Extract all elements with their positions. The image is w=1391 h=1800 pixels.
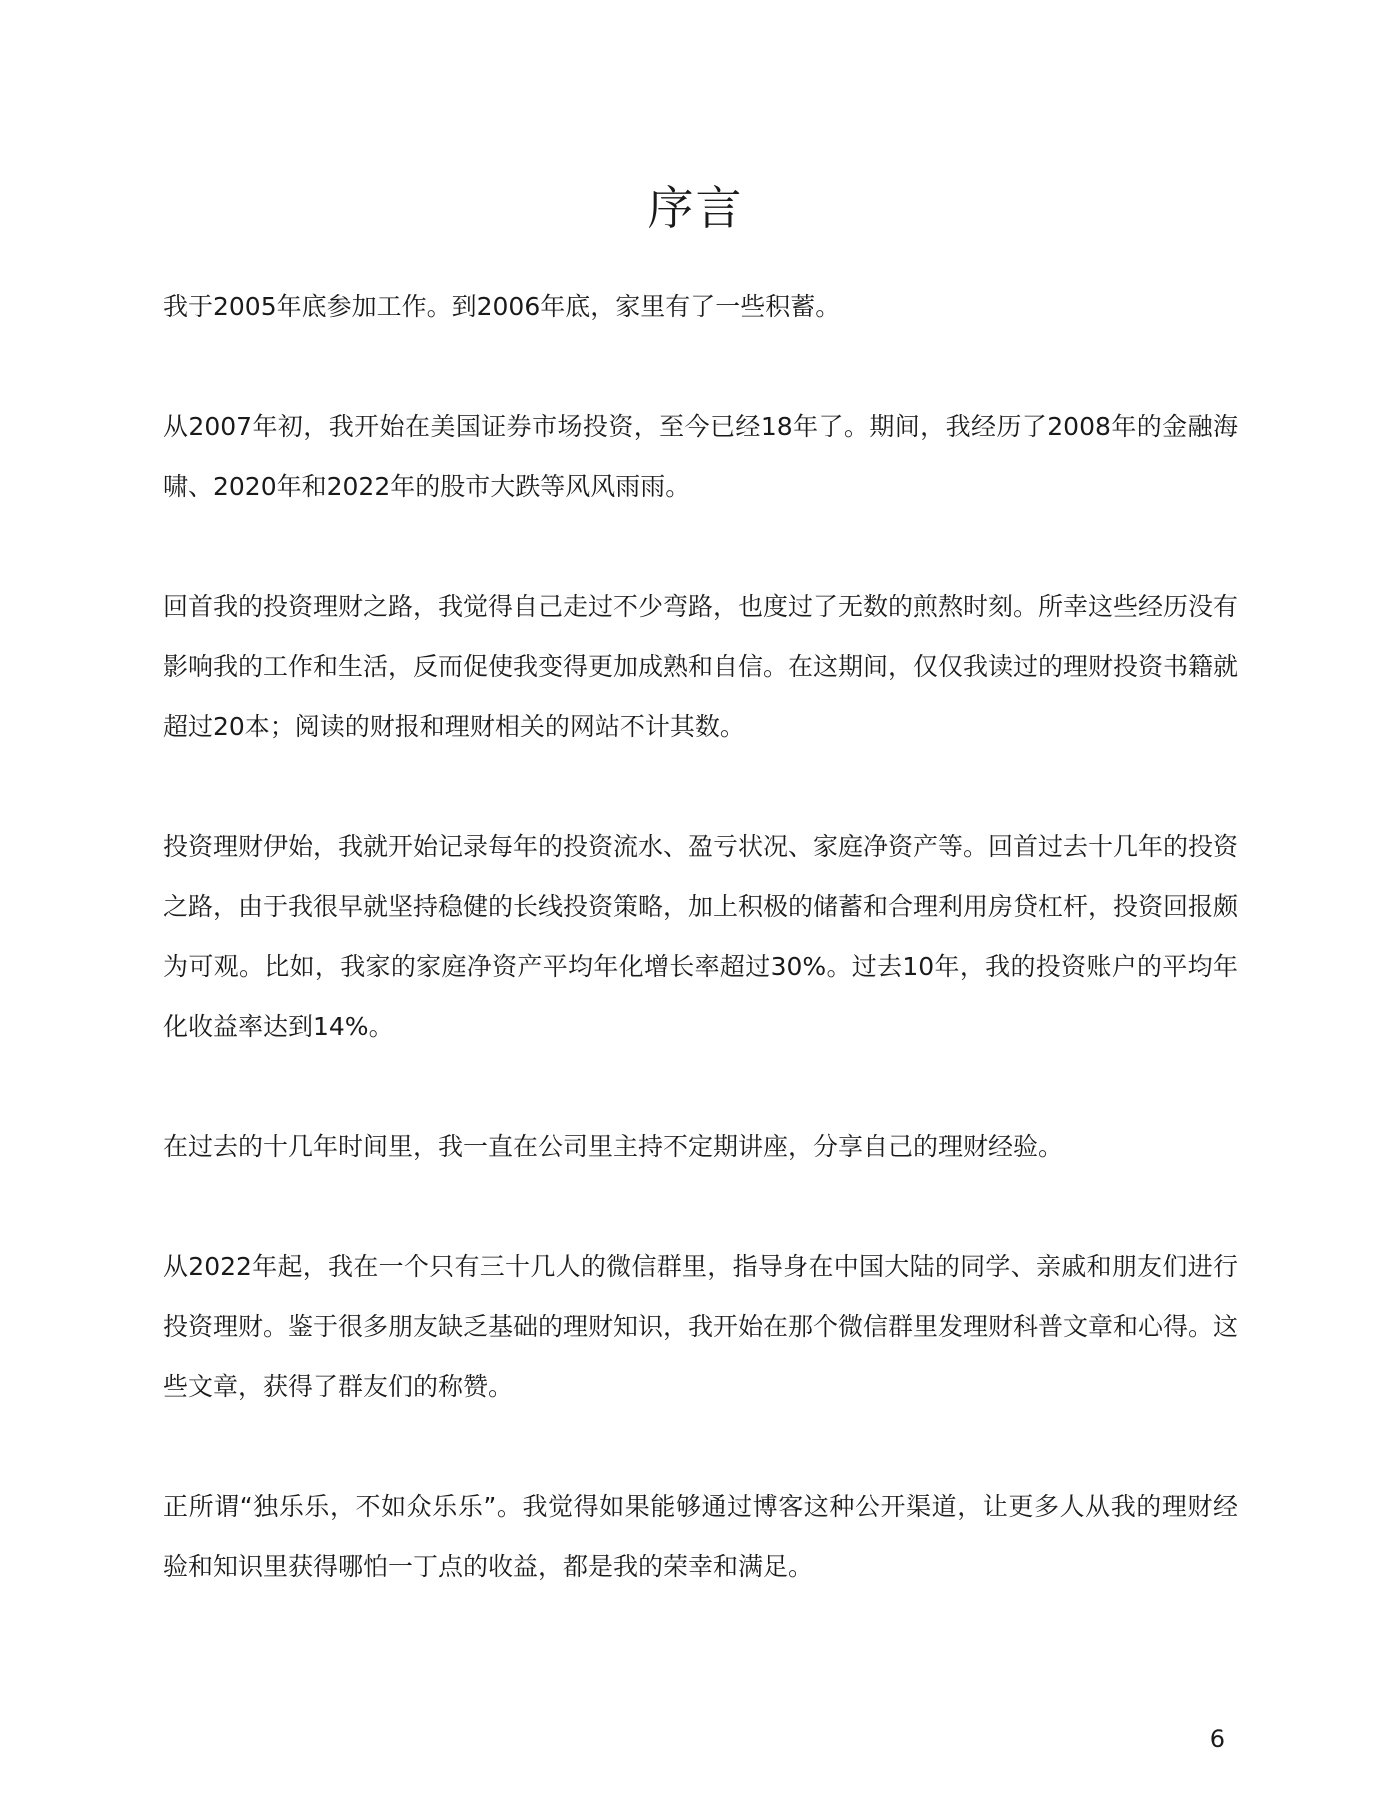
paragraph-3: 回首我的投资理财之路，我觉得自己走过不少弯路，也度过了无数的煎熬时刻。所幸这些经历没有影响我的工作和生活，反而促使我变得更加成熟和自信。在这期间，仅仅我读过的理财投资书籍就超过20本；阅读的财报和理财相关的网站不计其数。 [163, 592, 1239, 741]
paragraph-7: 正所谓“独乐乐，不如众乐乐”。我觉得如果能够通过博客这种公开渠道，让更多人从我的理财经验和知识里获得哪怕一丁点的收益，都是我的荣幸和满足。 [163, 1492, 1238, 1581]
paragraph-6: 从2022年起，我在一个只有三十几人的微信群里，指导身在中国大陆的同学、亲戚和朋友们进行投资理财。鉴于很多朋友缺乏基础的理财知识，我开始在那个微信群里发理财科普文章和心得。这些文章，获得了群友们的称赞。 [163, 1252, 1239, 1401]
page-title: 序言 [647, 181, 744, 235]
paragraph-5: 在过去的十几年时间里，我一直在公司里主持不定期讲座，分享自己的理财经验。 [163, 1132, 1064, 1161]
paragraph-4: 投资理财伊始，我就开始记录每年的投资流水、盈亏状况、家庭净资产等。回首过去十几年的投资之路，由于我很早就坚持稳健的长线投资策略，加上积极的储蓄和合理利用房贷杠杆，投资回报颇为可观。比如，我家的家庭净资产平均年化增长率超过30%。过去10年，我的投资账户的平均年化收益率达到14%。 [163, 832, 1239, 1041]
preface-body [163, 277, 1238, 1657]
paragraph-1: 我于2005年底参加工作。到2006年底，家里有了一些积蓄。 [163, 292, 841, 321]
page-number: 6 [1209, 1725, 1225, 1753]
paragraph-2: 从2007年初，我开始在美国证券市场投资，至今已经18年了。期间，我经历了2008年的金融海啸、2020年和2022年的股市大跌等风风雨雨。 [163, 412, 1238, 501]
